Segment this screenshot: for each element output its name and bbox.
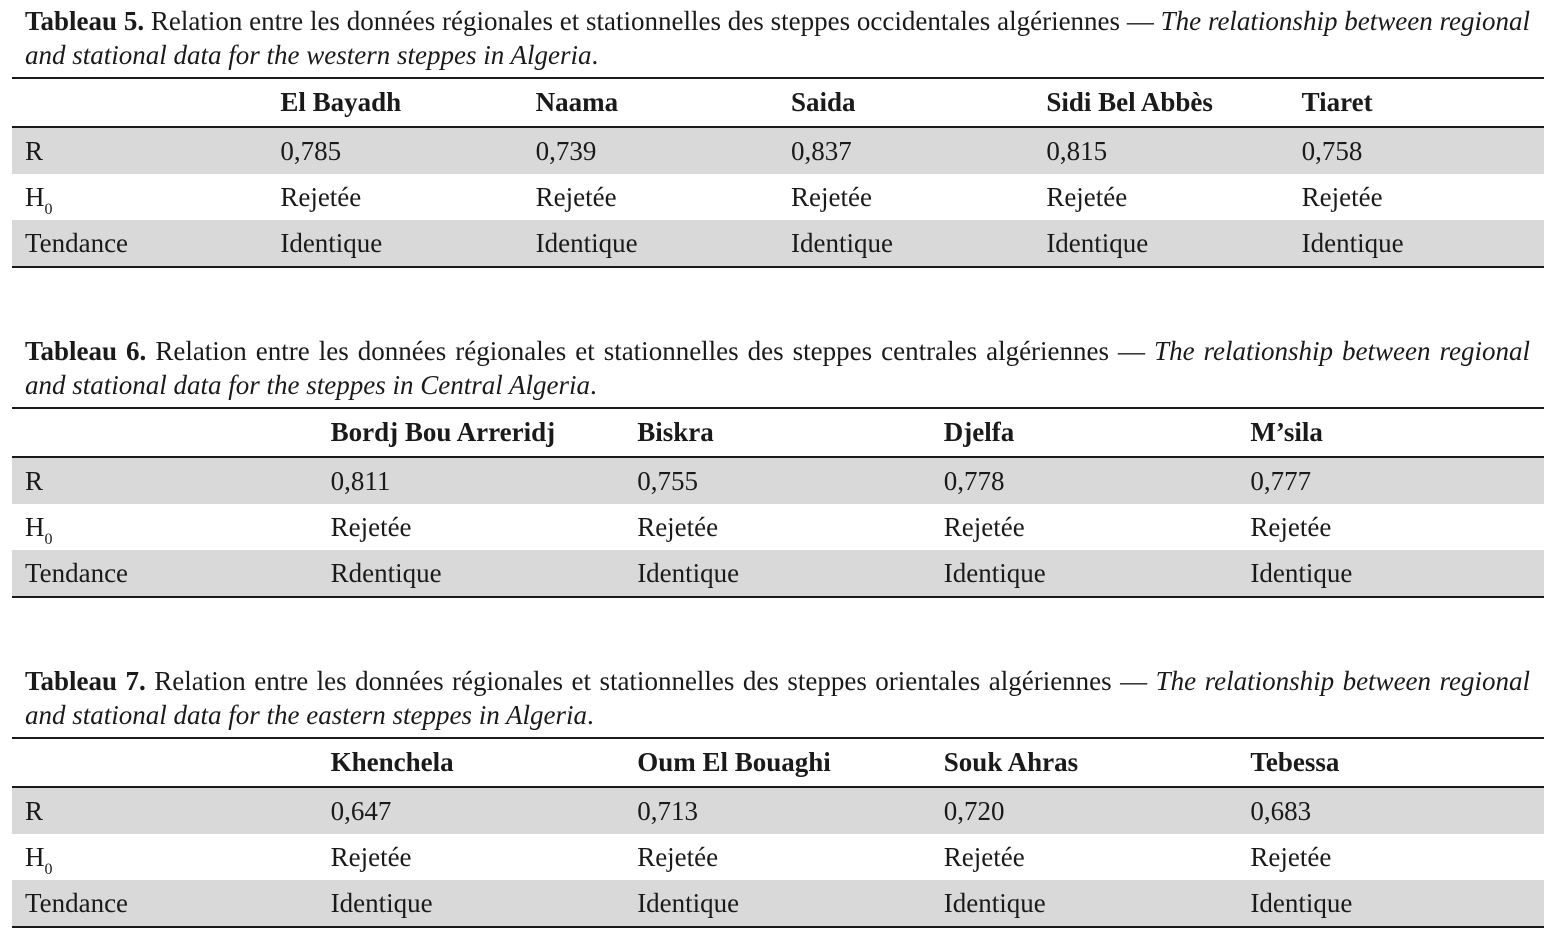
- data-table: [12, 737, 1544, 928]
- caption-end: .: [590, 370, 597, 400]
- header-row: [12, 408, 1544, 457]
- table-caption: [25, 4, 1530, 72]
- table-cell: Identique: [931, 880, 1238, 927]
- column-header: El Bayadh: [267, 78, 522, 127]
- table-row-h0: [12, 174, 1544, 220]
- data-table: [12, 407, 1544, 598]
- table-row-r: [12, 127, 1544, 174]
- table-cell: Identique: [931, 550, 1238, 597]
- header-row: [12, 738, 1544, 787]
- table-cell: 0,683: [1237, 787, 1544, 834]
- row-label: [12, 504, 318, 550]
- table-cell: Rejetée: [330, 841, 412, 872]
- column-header: Khenchela: [318, 738, 625, 787]
- caption-french: Relation entre les données régionales et stationnelles des steppes centrales algériennes —: [155, 336, 1146, 366]
- table-cell: 0,777: [1237, 457, 1544, 504]
- column-header: Souk Ahras: [931, 738, 1238, 787]
- table-cell: 0,785: [267, 127, 522, 174]
- table-row-tendance: [12, 220, 1544, 267]
- table-cell: Identique: [778, 220, 1033, 267]
- caption-english: The relationship between regional and stational data for the eastern steppes in Algeria: [25, 666, 1530, 730]
- table-caption: [25, 664, 1530, 732]
- table-cell: Rejetée: [790, 181, 872, 212]
- row-label: R: [12, 457, 318, 504]
- table-cell: 0,647: [318, 787, 625, 834]
- table-caption: [25, 334, 1530, 402]
- table-cell: Rejetée: [535, 181, 617, 212]
- table-row-r: [12, 787, 1544, 834]
- table-row-tendance: [12, 880, 1544, 927]
- table-row-r: [12, 457, 1544, 504]
- row-label-main: H: [25, 841, 45, 872]
- column-header: Tebessa: [1237, 738, 1544, 787]
- header-empty: [12, 738, 318, 787]
- table-cell: Rejetée: [943, 511, 1025, 542]
- table-cell: 0,778: [931, 457, 1238, 504]
- row-label: Tendance: [12, 550, 318, 597]
- caption-end: .: [591, 40, 599, 70]
- row-label: Tendance: [12, 220, 267, 267]
- column-header: Bordj Bou Arreridj: [318, 408, 625, 457]
- table-cell: 0,811: [318, 457, 625, 504]
- row-label: [12, 834, 318, 880]
- table-cell: 0,713: [624, 787, 931, 834]
- table-cell: 0,739: [523, 127, 778, 174]
- table-cell: Identique: [624, 550, 931, 597]
- table-cell: 0,755: [624, 457, 931, 504]
- table-cell: Rejetée: [1250, 841, 1332, 872]
- caption-label: Tableau 5.: [25, 6, 145, 36]
- caption-english: The relationship between regional and stational data for the western steppes in Algeria: [25, 6, 1530, 70]
- table-cell: Rejetée: [637, 511, 719, 542]
- table-6-block: [0, 334, 1544, 598]
- caption-french: Relation entre les données régionales et stationnelles des steppes occidentales algériennes —: [150, 6, 1154, 36]
- row-label-subscript: 0: [44, 200, 53, 218]
- table-cell: Identique: [267, 220, 522, 267]
- table-cell: 0,815: [1033, 127, 1288, 174]
- caption-english: The relationship between regional and stational data for the steppes in Central Algeria: [25, 336, 1531, 400]
- table-cell: Identique: [523, 220, 778, 267]
- row-label: R: [12, 127, 267, 174]
- table-cell: Rdentique: [318, 550, 625, 597]
- column-header: Djelfa: [931, 408, 1238, 457]
- table-cell: Rejetée: [330, 511, 412, 542]
- data-table: [12, 77, 1544, 268]
- table-cell: 0,758: [1289, 127, 1544, 174]
- column-header: Oum El Bouaghi: [624, 738, 931, 787]
- column-header: M’sila: [1237, 408, 1544, 457]
- header-empty: [12, 78, 267, 127]
- table-cell: Identique: [1289, 220, 1544, 267]
- table-cell: 0,837: [778, 127, 1033, 174]
- column-header: Sidi Bel Abbès: [1033, 78, 1288, 127]
- row-label-subscript: 0: [44, 860, 53, 878]
- table-row-tendance: [12, 550, 1544, 597]
- table-cell: Rejetée: [1301, 181, 1383, 212]
- table-7-block: [0, 664, 1544, 928]
- row-label-subscript: 0: [44, 530, 53, 548]
- column-header: Saida: [778, 78, 1033, 127]
- table-cell: 0,720: [931, 787, 1238, 834]
- table-cell: Rejetée: [1046, 181, 1128, 212]
- header-row: [12, 78, 1544, 127]
- row-label: Tendance: [12, 880, 318, 927]
- column-header: Biskra: [624, 408, 931, 457]
- row-label-main: H: [25, 181, 45, 212]
- table-cell: Identique: [318, 880, 625, 927]
- table-cell: Identique: [1033, 220, 1288, 267]
- caption-label: Tableau 7.: [25, 666, 146, 696]
- table-row-h0: [12, 834, 1544, 880]
- table-cell: Identique: [1237, 550, 1544, 597]
- table-cell: Rejetée: [943, 841, 1025, 872]
- table-cell: Rejetée: [1250, 511, 1332, 542]
- column-header: Naama: [523, 78, 778, 127]
- row-label: R: [12, 787, 318, 834]
- table-row-h0: [12, 504, 1544, 550]
- row-label: [12, 174, 267, 220]
- row-label-main: H: [25, 511, 45, 542]
- caption-label: Tableau 6.: [25, 336, 147, 366]
- header-empty: [12, 408, 318, 457]
- table-cell: Identique: [1237, 880, 1544, 927]
- table-5-block: [0, 4, 1544, 268]
- column-header: Tiaret: [1289, 78, 1544, 127]
- caption-end: .: [586, 700, 594, 730]
- table-cell: Rejetée: [637, 841, 719, 872]
- table-cell: Rejetée: [280, 181, 362, 212]
- caption-french: Relation entre les données régionales et stationnelles des steppes orientales algériennes —: [154, 666, 1148, 696]
- table-cell: Identique: [624, 880, 931, 927]
